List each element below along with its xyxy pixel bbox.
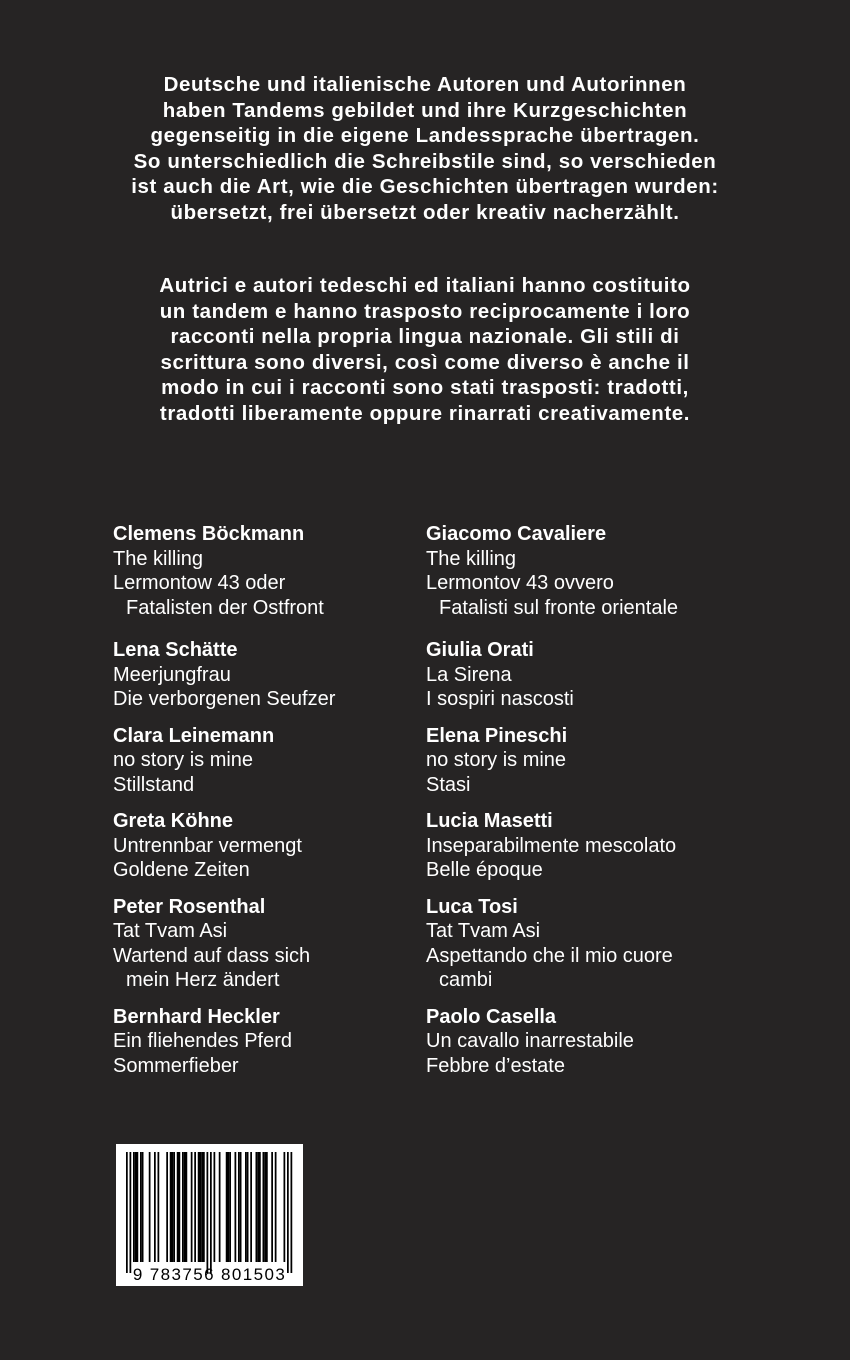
barcode-bar xyxy=(158,1152,160,1262)
author-name: Lena Schätte xyxy=(113,639,238,661)
blurb-italian-line: tradotti liberamente oppure rinarrati creativamente. xyxy=(159,401,691,425)
barcode-bar xyxy=(275,1152,277,1262)
barcode-bar xyxy=(203,1152,205,1262)
blurb-italian-line: racconti nella propria lingua nazionale. Gli stili di xyxy=(170,325,680,348)
barcode-bar xyxy=(126,1152,128,1273)
story-title: Belle époque xyxy=(426,859,543,881)
barcode-bar xyxy=(284,1152,286,1262)
barcode-bar xyxy=(194,1152,196,1262)
barcode-bar xyxy=(228,1152,230,1262)
barcode-bar xyxy=(291,1152,293,1273)
barcode-bar xyxy=(137,1152,139,1262)
barcode-bar xyxy=(207,1152,209,1273)
blurb-german-line: So unterschiedlich die Schreibstile sind, so verschieden xyxy=(133,149,717,173)
barcode-bar xyxy=(235,1152,237,1262)
story-title: cambi xyxy=(439,969,493,991)
blurb-italian-line: Autrici e autori tedeschi ed italiani hanno costituito xyxy=(159,274,691,297)
story-title: Stillstand xyxy=(113,773,195,796)
barcode-bar xyxy=(250,1152,252,1262)
barcode-bar xyxy=(179,1152,181,1262)
barcode-bar xyxy=(177,1152,179,1262)
barcode-bar xyxy=(256,1152,258,1262)
barcode-bar xyxy=(182,1152,184,1262)
barcode-bar xyxy=(263,1152,265,1262)
isbn-barcode xyxy=(116,1144,303,1286)
barcode-bar xyxy=(287,1152,289,1273)
tandem-entry xyxy=(426,522,756,620)
barcode-bar xyxy=(214,1152,216,1262)
blurb-italian-line: scrittura sono diversi, così come diverso è anche il xyxy=(160,350,690,374)
barcode-bar xyxy=(210,1152,212,1273)
blurb-italian-line: un tandem e hanno trasposto reciprocamente i loro xyxy=(159,299,691,323)
barcode-bar xyxy=(154,1152,156,1262)
tandem-entry xyxy=(426,809,756,883)
author-name: Lucia Masetti xyxy=(426,810,553,832)
barcode-bar xyxy=(170,1152,172,1262)
blurb-german-line: haben Tandems gebildet und ihre Kurzgeschichten xyxy=(162,98,688,122)
barcode-bar xyxy=(184,1152,186,1262)
story-title: Inseparabilmente mescolato xyxy=(426,834,677,857)
barcode-bar xyxy=(130,1152,132,1273)
barcode-bar xyxy=(247,1152,249,1262)
blurb-german-line: Deutsche und italienische Autoren und Autorinnen xyxy=(163,73,687,96)
story-title: Stasi xyxy=(426,773,471,796)
tandem-entry xyxy=(113,1005,443,1079)
barcode-bar xyxy=(198,1152,200,1262)
story-title: Tat Tvam Asi xyxy=(426,920,541,942)
tandem-entry xyxy=(113,638,443,712)
story-title: Un cavallo inarrestabile xyxy=(426,1030,634,1052)
barcode-bar xyxy=(149,1152,151,1262)
author-name: Clemens Böckmann xyxy=(113,523,305,545)
barcode-bar xyxy=(172,1152,174,1262)
barcode-bar xyxy=(238,1152,240,1262)
story-title: Lermontov 43 ovvero xyxy=(426,572,614,594)
story-title: no story is mine xyxy=(113,749,254,771)
tandem-list-german xyxy=(113,522,443,1090)
blurb-italian xyxy=(60,273,790,426)
story-title: The killing xyxy=(426,547,517,570)
barcode-bar xyxy=(245,1152,247,1262)
story-title: Untrennbar vermengt xyxy=(113,834,302,857)
barcode-bar xyxy=(266,1152,268,1262)
barcode-bar xyxy=(191,1152,193,1262)
tandem-entry xyxy=(426,895,756,993)
barcode-bar xyxy=(226,1152,228,1262)
barcode-bar xyxy=(135,1152,137,1262)
story-title: Sommerfieber xyxy=(113,1054,239,1077)
barcode-bar xyxy=(259,1152,261,1262)
story-title: Aspettando che il mio cuore xyxy=(426,944,673,967)
blurb-german-line: übersetzt, frei übersetzt oder kreativ nacherzählt. xyxy=(170,200,680,224)
blurb-german xyxy=(60,72,790,225)
story-title: Goldene Zeiten xyxy=(113,859,250,881)
author-name: Peter Rosenthal xyxy=(113,895,266,918)
tandem-list-italian xyxy=(426,522,756,1090)
blurb-german-line: gegenseitig in die eigene Landessprache übertragen. xyxy=(150,124,700,147)
story-title: Fatalisti sul fronte orientale xyxy=(439,596,679,619)
tandem-entry xyxy=(426,724,756,798)
author-name: Paolo Casella xyxy=(426,1005,557,1028)
barcode-bar xyxy=(201,1152,203,1262)
barcode-bar xyxy=(257,1152,259,1262)
tandem-entry xyxy=(426,638,756,712)
author-name: Bernhard Heckler xyxy=(113,1005,280,1028)
barcode-bar xyxy=(264,1152,266,1262)
author-name: Clara Leinemann xyxy=(113,724,275,747)
barcode-bar xyxy=(173,1152,175,1262)
tandem-entry xyxy=(113,724,443,798)
story-title: Tat Tvam Asi xyxy=(113,920,228,942)
author-name: Giacomo Cavaliere xyxy=(426,523,607,545)
barcode-bar xyxy=(229,1152,231,1262)
author-name: Greta Köhne xyxy=(113,810,234,832)
story-title: Wartend auf dass sich xyxy=(113,944,311,967)
isbn-number: 9 783756 801503 xyxy=(132,1265,287,1284)
barcode-bar xyxy=(200,1152,202,1262)
tandem-entry xyxy=(426,1005,756,1079)
story-title: Die verborgenen Seufzer xyxy=(113,688,336,710)
tandem-entry xyxy=(113,809,443,883)
blurb-italian-line: modo in cui i racconti sono stati trasposti: tradotti, xyxy=(161,376,689,399)
barcode-bar xyxy=(140,1152,142,1262)
barcode-bar xyxy=(142,1152,144,1262)
tandem-entry xyxy=(113,895,443,993)
barcode-bar xyxy=(166,1152,168,1262)
story-title: The killing xyxy=(113,547,204,570)
author-name: Luca Tosi xyxy=(426,895,518,918)
story-title: Meerjungfrau xyxy=(113,663,231,686)
barcode-bar xyxy=(133,1152,135,1262)
author-name: Giulia Orati xyxy=(426,639,534,661)
story-title: I sospiri nascosti xyxy=(426,688,574,710)
barcode-bar xyxy=(186,1152,188,1262)
barcode-bar xyxy=(271,1152,273,1262)
blurb-german-line: ist auch die Art, wie die Geschichten übertragen wurden: xyxy=(131,175,719,198)
story-title: Ein fliehendes Pferd xyxy=(113,1030,293,1052)
story-title: mein Herz ändert xyxy=(126,969,280,991)
story-title: no story is mine xyxy=(426,749,567,771)
tandem-entry xyxy=(113,522,443,620)
barcode-bar xyxy=(219,1152,221,1262)
story-title: Febbre d’estate xyxy=(426,1054,565,1077)
barcode-bar xyxy=(240,1152,242,1262)
author-name: Elena Pineschi xyxy=(426,724,568,747)
story-title: Fatalisten der Ostfront xyxy=(126,596,324,619)
story-title: La Sirena xyxy=(426,663,512,686)
story-title: Lermontow 43 oder xyxy=(113,572,286,594)
